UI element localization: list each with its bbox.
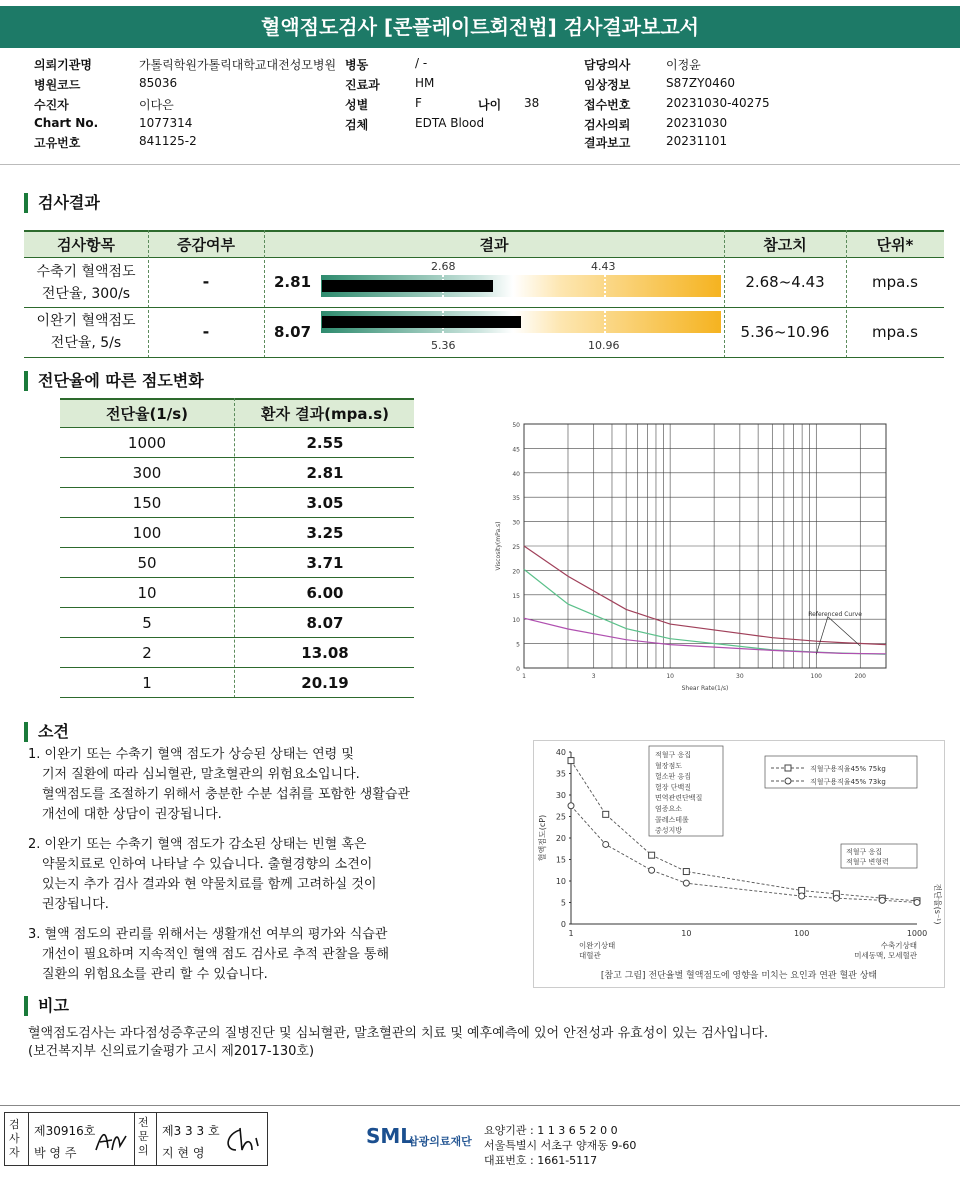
ref-high-marker [604, 275, 606, 297]
shear-rate: 50 [137, 554, 157, 572]
opinion-line: 2. 이완기 또는 수축기 혈액 점도가 감소된 상태는 빈혈 혹은 [28, 837, 367, 852]
footer-line2: 서울특별시 서초구 양재동 9-60 [484, 1139, 637, 1152]
label-clinical-info: 임상정보 [584, 78, 631, 92]
label-reception-no: 접수번호 [584, 98, 631, 112]
shear-heading: 전단율에 따른 점도변화 [24, 371, 204, 391]
y-tick-label: 5 [560, 898, 566, 908]
y-tick-label: 20 [555, 834, 566, 843]
examiner-name: 박 영 주 [34, 1146, 77, 1160]
value-hospital-code: 85036 [139, 76, 178, 90]
shear-rate: 2 [142, 644, 152, 662]
y-tick-label: 10 [512, 617, 520, 625]
y-axis-label: Viscosity(mPa.s) [495, 521, 502, 571]
table-row [60, 578, 414, 608]
series-point [649, 852, 655, 858]
viscosity: 3.05 [306, 494, 344, 512]
result-fill-bar [322, 316, 521, 328]
series-point [914, 900, 920, 906]
y-tick-label: 20 [512, 568, 520, 576]
series-point [649, 867, 655, 873]
remarks-line1: 혈액점도검사는 과다점성증후군의 질병진단 및 심뇌혈관, 말초혈관의 치료 및 예후예측에 있어 안전성과 유효성이 있는 검사입니다. [28, 1026, 769, 1041]
specialist-no: 제3 3 3 호 [162, 1124, 220, 1138]
y-tick-label: 35 [555, 769, 566, 779]
legend-label: 직혈구용직율45% 75kg [810, 765, 886, 773]
factor-left: 적혈구 응집 [655, 751, 692, 759]
change-value: - [202, 322, 210, 341]
series-point [799, 893, 805, 899]
sml-logo: SML [366, 1124, 414, 1148]
shear-rate: 5 [142, 614, 152, 632]
ref-range: 2.68~4.43 [745, 273, 825, 291]
label-requesting-institution: 의뢰기관명 [34, 58, 92, 72]
col-header-unit: 단위* [876, 236, 914, 254]
shear-rate: 1 [142, 674, 152, 692]
col-header-result: 결과 [479, 236, 509, 254]
reference-chart [533, 740, 945, 988]
y-tick-label: 25 [555, 812, 566, 822]
value-request-date: 20231030 [666, 116, 728, 130]
page-title: 혈액점도검사 [콘플레이트회전법] 검사결과보고서 [0, 6, 960, 48]
value-age: 38 [524, 96, 540, 110]
viscosity: 3.25 [306, 524, 344, 542]
ref-high-marker [604, 311, 606, 333]
series-point [683, 869, 689, 875]
y-tick-label: 0 [560, 920, 566, 929]
col-header-change: 증감여부 [177, 236, 235, 254]
opinion-line: 혈액점도를 조절하기 위해서 충분한 수분 섭취를 포함한 생활습관 [42, 787, 410, 802]
value-unique-no: 841125-2 [139, 134, 197, 148]
remarks-line2: (보건복지부 신의료기술평가 고시 제2017-130호) [28, 1044, 315, 1059]
value-clinical-info: S87ZY0460 [666, 76, 735, 90]
table-row [24, 258, 944, 308]
shear-rate: 100 [132, 524, 162, 542]
table-row [60, 548, 414, 578]
x-tick-label: 3 [591, 673, 596, 680]
viscosity-chart [490, 412, 900, 692]
specialist-name: 지 현 영 [162, 1146, 205, 1160]
factor-left: 혈소판 응집 [655, 772, 692, 781]
x-tick-label: 100 [810, 673, 823, 680]
y2-axis-label: 전단율(s⁻¹) [933, 883, 942, 925]
factor-left: 염증요소 [655, 805, 683, 813]
y-tick-label: 15 [555, 855, 566, 865]
viscosity: 2.81 [306, 464, 344, 482]
opinion-line: 개선이 필요하며 지속적인 혈액 점도 검사로 추적 관찰을 통해 [42, 947, 390, 962]
ref-high-label: 4.43 [591, 260, 616, 273]
label-doctor: 담당의사 [584, 58, 631, 72]
x-note-right: 수축기상태 [880, 941, 917, 950]
y-tick-label: 40 [512, 470, 520, 478]
examiner-label: 검사자 [9, 1118, 20, 1159]
label-age: 나이 [478, 98, 502, 112]
item-line1: 수축기 혈액점도 [36, 264, 136, 280]
value-chart-no: 1077314 [139, 116, 193, 130]
ref-high-label: 10.96 [588, 339, 620, 352]
opinion-heading: 소견 [24, 722, 69, 742]
result-fill-bar [322, 280, 493, 292]
item-line1: 이완기 혈액점도 [36, 313, 136, 329]
y-tick-label: 45 [512, 446, 520, 454]
value-specimen: EDTA Blood [415, 116, 485, 130]
shear-rate: 10 [137, 584, 157, 602]
x-axis-label: Shear Rate(1/s) [681, 685, 729, 692]
viscosity: 2.55 [306, 434, 344, 452]
label-request-date: 검사의뢰 [584, 118, 631, 132]
series-point [603, 841, 609, 847]
footer-divider [0, 1105, 960, 1106]
label-report-date: 결과보고 [584, 136, 631, 150]
y-tick-label: 40 [555, 748, 566, 757]
opinion-line: 기저 질환에 따라 심뇌혈관, 말초혈관의 위험요소입니다. [42, 767, 360, 782]
x-tick-label: 100 [794, 929, 810, 938]
y-axis-label: 혈액점도(cP) [538, 814, 547, 862]
viscosity: 20.19 [301, 674, 349, 692]
opinion-line: 약물치료로 인하여 나타날 수 있습니다. 출혈경향의 소견이 [42, 857, 373, 872]
label-department: 진료과 [345, 78, 380, 92]
x-note-left: 대혈관 [579, 951, 601, 960]
value-ward: / - [415, 56, 428, 70]
footer-line1: 요양기관 : 1 1 3 6 5 2 0 0 [484, 1124, 618, 1137]
opinion-line: 3. 혈액 점도의 관리를 위해서는 생활개선 여부의 평가와 식습관 [28, 927, 388, 942]
value-patient: 이다은 [139, 98, 174, 112]
series-point [568, 758, 574, 764]
label-ward: 병동 [345, 58, 369, 72]
opinion-line: 개선에 대한 상담이 권장됩니다. [42, 807, 222, 822]
series-point [879, 897, 885, 903]
shear-rate: 1000 [127, 434, 167, 452]
y-tick-label: 30 [512, 519, 520, 527]
ref-range: 5.36~10.96 [740, 323, 830, 341]
footer-line3: 대표번호 : 1661-5117 [484, 1154, 598, 1167]
table-row [60, 488, 414, 518]
y-tick-label: 5 [516, 641, 520, 649]
opinion-line: 질환의 위험요소를 관리 할 수 있습니다. [42, 967, 268, 982]
col-header-shear: 전단율(1/s) [105, 405, 189, 423]
result-value: 2.81 [274, 273, 312, 291]
table-row [60, 518, 414, 548]
viscosity: 3.71 [306, 554, 344, 572]
x-note-left: 이완기상태 [579, 941, 616, 950]
x-tick-label: 1 [522, 673, 526, 680]
shear-rate: 150 [132, 494, 162, 512]
legend-label: 직혈구용직율45% 73kg [810, 778, 886, 786]
viscosity: 13.08 [301, 644, 349, 662]
figure-caption: [참고 그림] 전단율별 혈액점도에 영향을 미치는 요인과 연관 혈관 상태 [600, 971, 878, 981]
x-note-right: 미세동맥, 모세혈관 [854, 951, 917, 960]
y-tick-label: 25 [512, 544, 520, 551]
item-line2: 전단율, 5/s [50, 335, 122, 351]
y-tick-label: 15 [512, 592, 520, 600]
label-hospital-code: 병원코드 [34, 78, 81, 92]
col-header-item: 검사항목 [57, 236, 115, 254]
factor-left: 중성지방 [655, 826, 683, 835]
value-report-date: 20231101 [666, 134, 728, 148]
sig-divider [134, 1112, 135, 1166]
series-point [568, 803, 574, 809]
value-department: HM [415, 76, 435, 90]
shear-rate: 300 [132, 464, 162, 482]
label-specimen: 검체 [345, 118, 369, 132]
examiner-no: 제30916호 [34, 1124, 96, 1138]
value-requesting-institution: 가톨릭학원가톨릭대학교대전성모병원 [139, 58, 337, 72]
x-tick-label: 10 [666, 673, 674, 680]
unit: mpa.s [872, 273, 918, 291]
result-value: 8.07 [274, 323, 312, 341]
factor-left: 혈장점도 [655, 761, 683, 770]
value-sex: F [415, 96, 422, 110]
ref-low-label: 5.36 [431, 339, 456, 352]
specialist-label: 전문의 [138, 1116, 149, 1157]
col-header-patient-result: 환자 결과(mpa.s) [260, 405, 389, 423]
legend-marker [785, 778, 791, 784]
y-tick-label: 50 [512, 422, 520, 429]
x-tick-label: 1000 [906, 929, 928, 938]
factor-right: 적혈구 응집 [846, 848, 883, 856]
col-header-reference: 참고치 [763, 236, 807, 254]
opinion-line: 권장됩니다. [42, 897, 109, 912]
table-row [60, 668, 414, 698]
viscosity: 8.07 [306, 614, 344, 632]
factor-left: 콜레스테롤 [655, 815, 689, 824]
remarks-heading: 비고 [24, 996, 69, 1016]
sig-divider [156, 1112, 157, 1166]
table-row [24, 308, 944, 358]
unit: mpa.s [872, 323, 918, 341]
series-point [603, 811, 609, 817]
series-point [683, 880, 689, 886]
x-tick-label: 30 [736, 673, 744, 680]
x-tick-label: 200 [854, 673, 866, 680]
y-tick-label: 35 [512, 495, 520, 503]
label-patient: 수진자 [34, 98, 69, 112]
x-tick-label: 10 [681, 929, 692, 938]
factor-right: 적혈구 변형력 [846, 858, 889, 866]
shear-header-row [60, 398, 414, 428]
table-row [60, 608, 414, 638]
x-tick-label: 1 [568, 929, 574, 938]
y-tick-label: 10 [555, 877, 566, 886]
opinion-line: 있는지 추가 검사 결과와 현 약물치료를 함께 고려하실 것이 [42, 877, 377, 892]
label-chart-no: Chart No. [34, 116, 99, 130]
referenced-curve-label: Referenced Curve [808, 610, 862, 618]
value-doctor: 이정윤 [666, 58, 701, 72]
series-point [833, 895, 839, 901]
org-name: 삼광의료재단 [408, 1135, 472, 1148]
y-tick-label: 30 [555, 791, 566, 800]
table-row [60, 458, 414, 488]
sig-divider [28, 1112, 29, 1166]
opinion-line: 1. 이완기 또는 수축기 혈액 점도가 상승된 상태는 연령 및 [28, 747, 354, 762]
y-tick-label: 0 [516, 666, 520, 673]
specialist-signature [222, 1124, 264, 1156]
viscosity: 6.00 [306, 584, 344, 602]
item-line2: 전단율, 300/s [41, 286, 131, 302]
legend-marker [785, 765, 791, 771]
change-value: - [202, 272, 210, 291]
factor-left: 혈장 단백질 [655, 783, 692, 792]
label-sex: 성별 [345, 98, 369, 112]
ref-low-label: 2.68 [431, 260, 456, 273]
label-unique-no: 고유번호 [34, 136, 81, 150]
examiner-signature [92, 1124, 132, 1156]
results-heading: 검사결과 [24, 193, 100, 213]
factor-left: 면역관련단백질 [655, 794, 703, 803]
header-divider [0, 164, 960, 165]
value-reception-no: 20231030-40275 [666, 96, 770, 110]
table-row [60, 428, 414, 458]
table-row [60, 638, 414, 668]
